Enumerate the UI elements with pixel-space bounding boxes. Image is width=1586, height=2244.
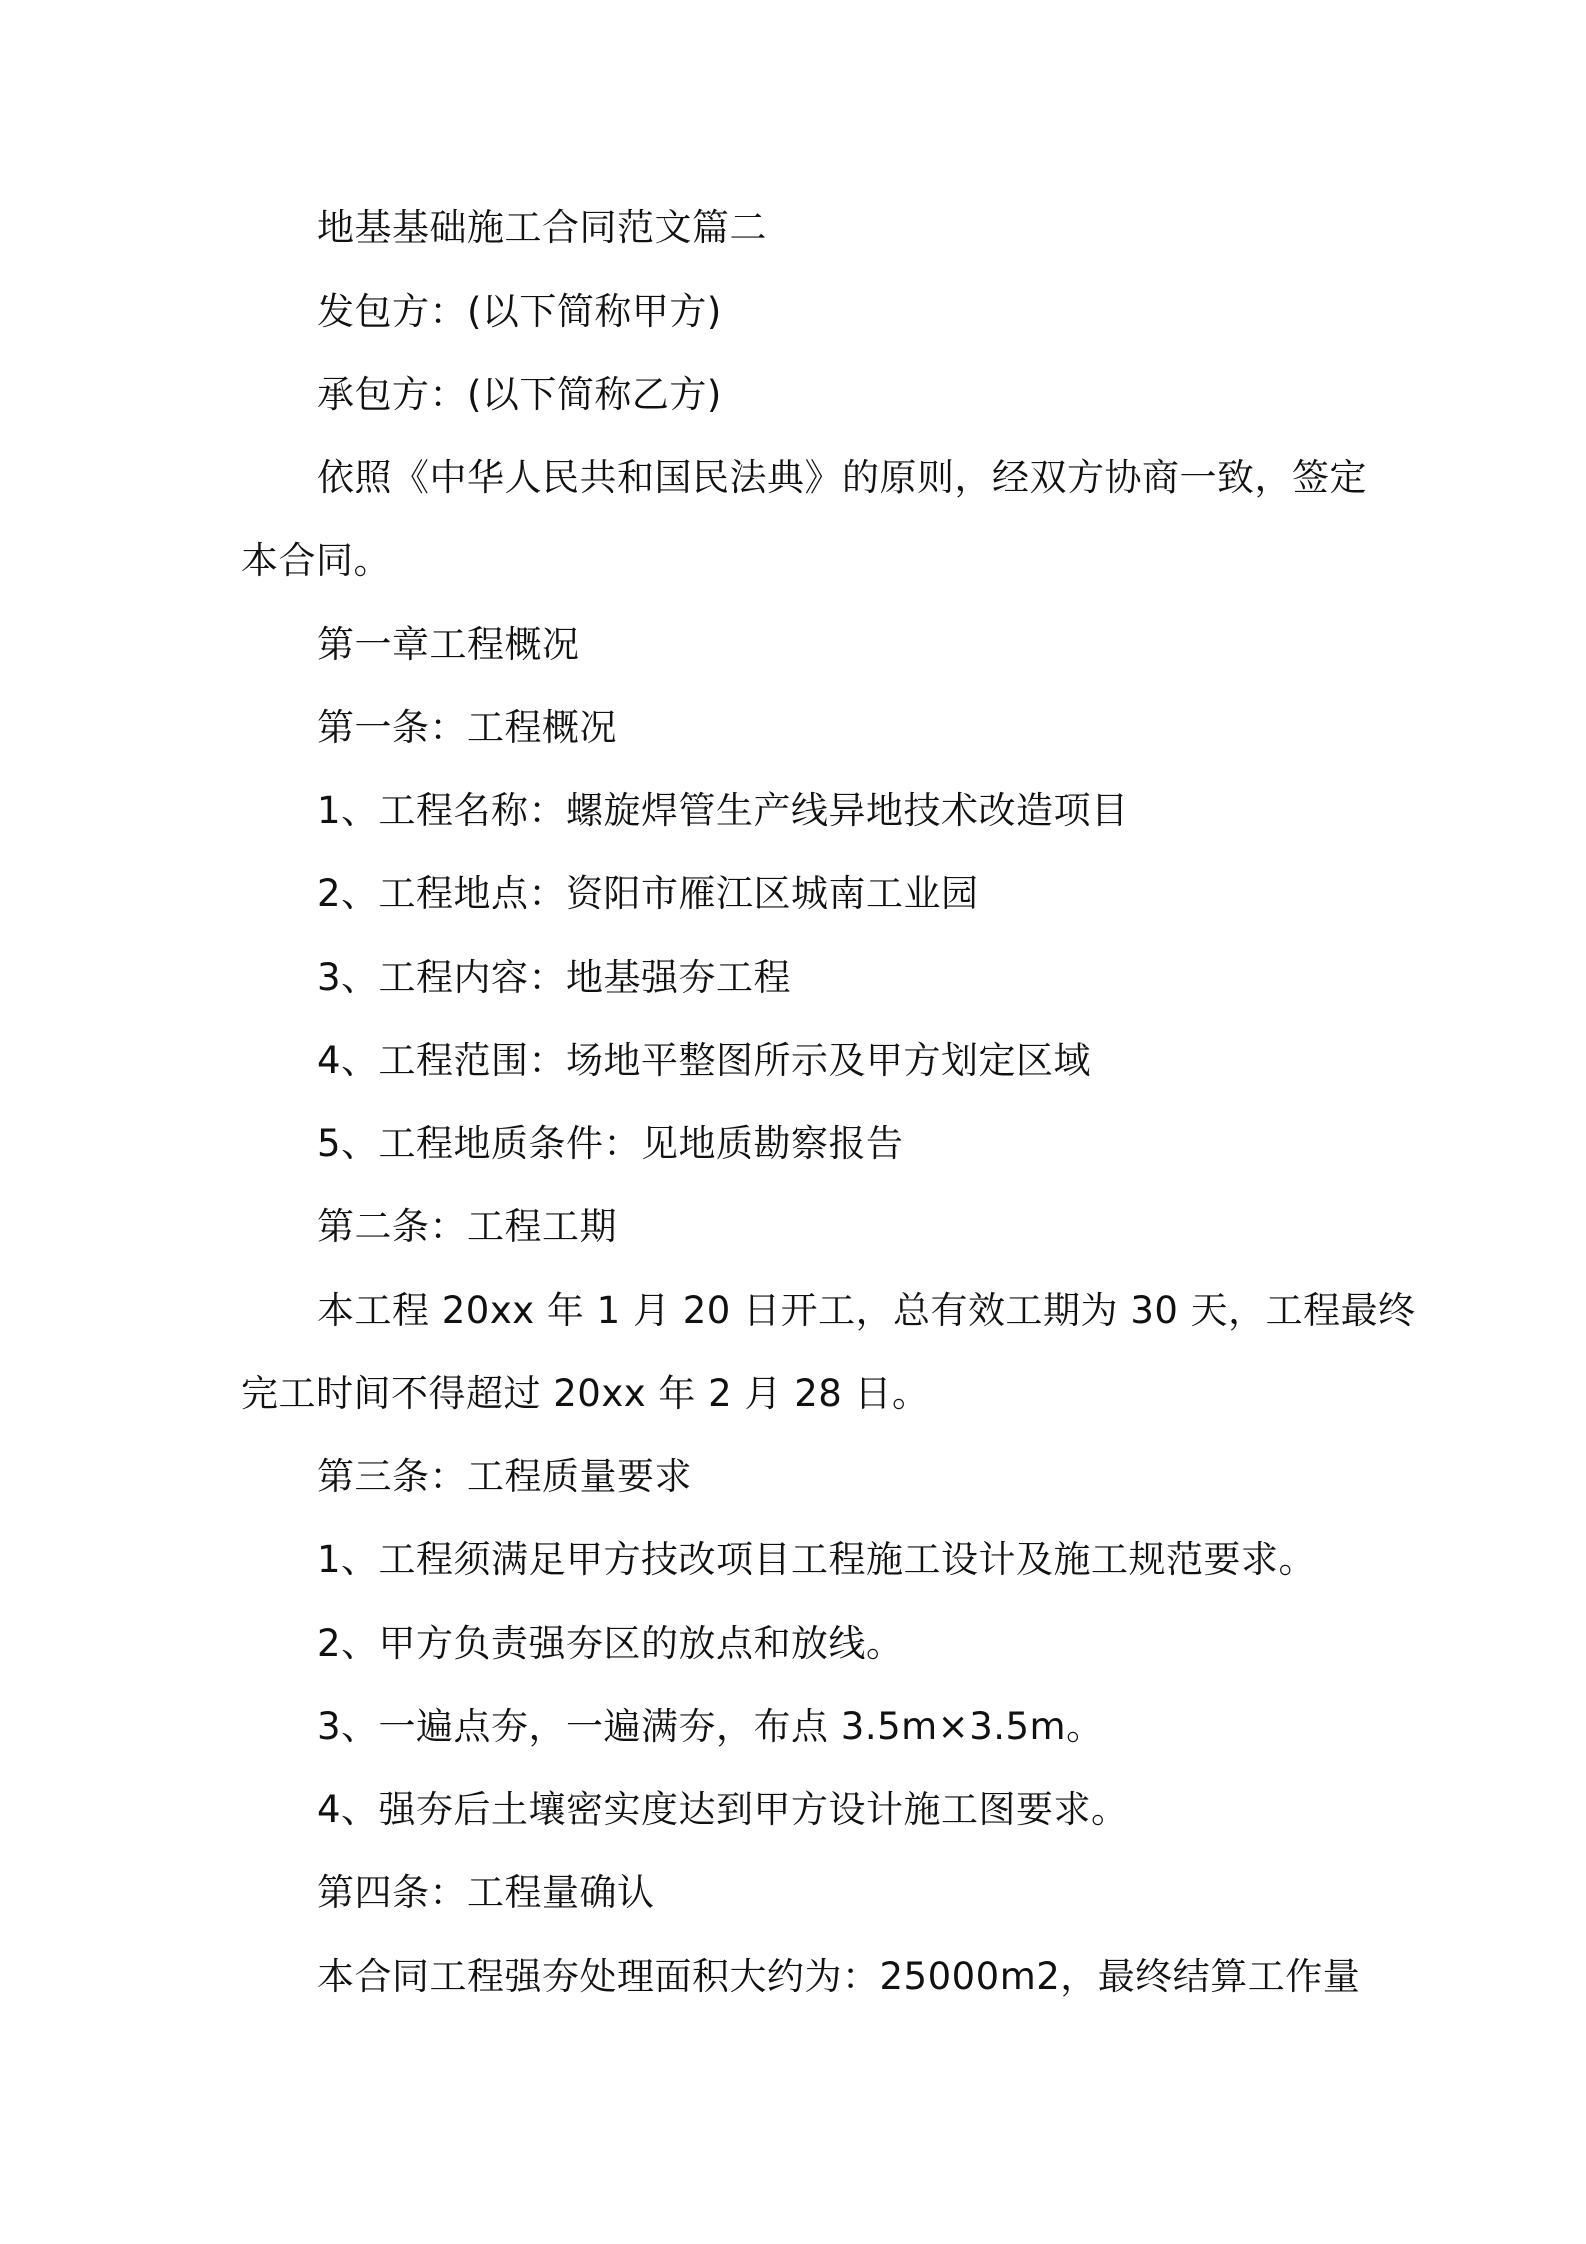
paragraph-basis-line2: 本合同。: [241, 539, 391, 582]
list-item: 2、工程地点：资阳市雁江区城南工业园: [317, 872, 979, 915]
paragraph-employer: 发包方：(以下简称甲方): [317, 290, 722, 333]
list-item: 1、工程名称：螺旋焊管生产线异地技术改造项目: [317, 789, 1129, 832]
list-item: 1、工程须满足甲方技改项目工程施工设计及施工规范要求。: [317, 1538, 1317, 1581]
paragraph-basis-line1: 依照《中华人民共和国民法典》的原则，经双方协商一致，签定: [317, 456, 1367, 499]
list-item: 3、一遍点夯，一遍满夯，布点 3.5m×3.5m。: [317, 1705, 1104, 1748]
chapter-heading: 第一章工程概况: [317, 623, 580, 666]
list-item: 4、强夯后土壤密实度达到甲方设计施工图要求。: [317, 1788, 1129, 1831]
paragraph-schedule-line1: 本工程 20xx 年 1 月 20 日开工，总有效工期为 30 天，工程最终: [317, 1289, 1416, 1332]
article-heading-4: 第四条：工程量确认: [317, 1871, 655, 1914]
list-item: 4、工程范围：场地平整图所示及甲方划定区域: [317, 1039, 1092, 1082]
paragraph-quantity-line1: 本合同工程强夯处理面积大约为：25000m2，最终结算工作量: [317, 1955, 1361, 1998]
article-heading-3: 第三条：工程质量要求: [317, 1455, 692, 1498]
article-heading-1: 第一条：工程概况: [317, 706, 617, 749]
article-heading-2: 第二条：工程工期: [317, 1205, 617, 1248]
list-item: 5、工程地质条件：见地质勘察报告: [317, 1122, 904, 1165]
document-title: 地基基础施工合同范文篇二: [317, 206, 767, 249]
paragraph-schedule-line2: 完工时间不得超过 20xx 年 2 月 28 日。: [241, 1372, 930, 1415]
paragraph-contractor: 承包方：(以下简称乙方): [317, 373, 722, 416]
list-item: 3、工程内容：地基强夯工程: [317, 956, 792, 999]
list-item: 2、甲方负责强夯区的放点和放线。: [317, 1622, 904, 1665]
